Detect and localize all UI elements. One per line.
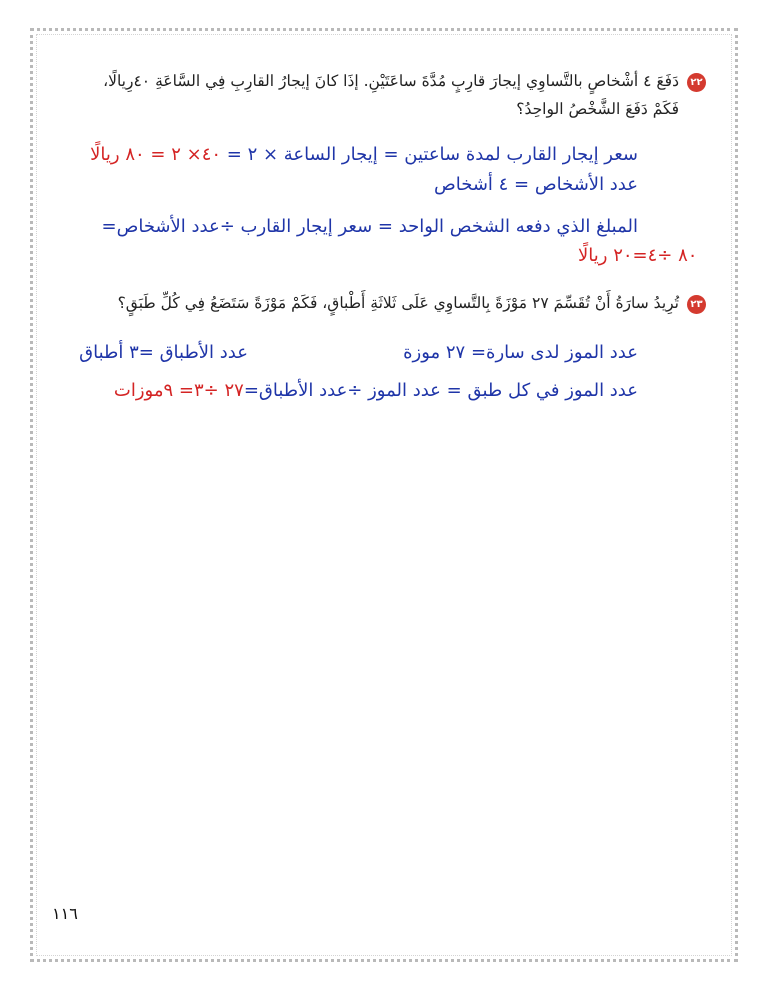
answer-22-line-1-result: ٤٠× ٢ = ٨٠ ريالًا bbox=[90, 144, 222, 165]
question-22-line-1 bbox=[103, 68, 706, 94]
question-22-text-1: دَفَعَ ٤ أشْخاصٍ بالتَّساوِي إيجارَ قارِبٍ مُدَّةَ ساعَتَيْنِ. إذَا كانَ إيجارُ القارِبِ فِي السَّاعَةِ ٤٠رِيالًا، bbox=[103, 72, 679, 90]
answer-23-line-2 bbox=[114, 378, 638, 404]
question-23-number-badge: ٢٣ bbox=[687, 295, 706, 314]
answer-23-line-2-text: عدد الموز في كل طبق = عدد الموز ÷عدد الأطباق= bbox=[243, 380, 638, 401]
answer-23-line-1-a: عدد الموز لدى سارة= ٢٧ موزة bbox=[403, 342, 638, 363]
answer-22-line-3: المبلغ الذي دفعه الشخص الواحد = سعر إيجار القارب ÷عدد الأشخاص= bbox=[101, 216, 638, 237]
answer-23-line-1-b: عدد الأطباق =٣ أطباق bbox=[79, 342, 248, 363]
answer-22-line-2: عدد الأشخاص = ٤ أشخاص bbox=[433, 174, 638, 195]
answer-22-line-1 bbox=[90, 142, 638, 168]
answer-23-line-2-result: ٢٧ ÷٣= ٩موزات bbox=[113, 380, 244, 401]
question-22-line-2: فَكَمْ دَفَعَ الشَّخْصُ الواحِدُ؟ bbox=[516, 100, 679, 118]
question-23-line-1 bbox=[118, 290, 706, 316]
answer-22-line-1-text: سعر إيجار القارب لمدة ساعتين = إيجار الساعة × ٢ = bbox=[221, 144, 638, 165]
page-number: ١١٦ bbox=[52, 904, 78, 923]
question-23-text-1: تُرِيدُ سارَةُ أَنْ تُقَسِّمَ ٢٧ مَوْزَةً بِالتَّساوِي عَلَى ثَلاثَةِ أَطْباقٍ، فَكَمْ مَوْزَةً سَتَضَعُ فِي كُلِّ طَبَقٍ؟ bbox=[117, 294, 679, 312]
answer-22-line-4: ٨٠ ÷٤=٢٠ ريالًا bbox=[578, 245, 698, 266]
question-22-number-badge: ٢٢ bbox=[687, 73, 706, 92]
